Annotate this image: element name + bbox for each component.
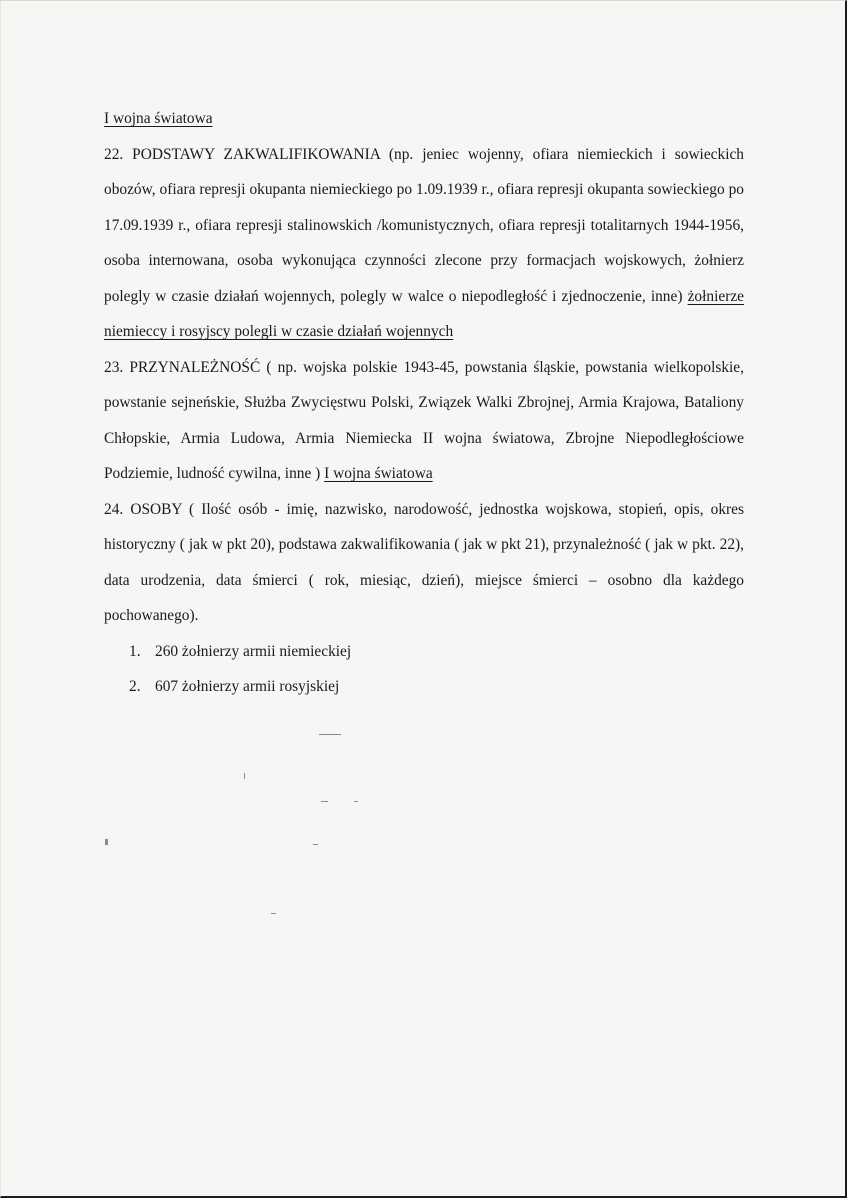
section-23-text: 23. PRZYNALEŻNOŚĆ ( np. wojska polskie 1943-45, powstania śląskie, powstania wielkopolskie, powstanie sejneńskie, Służba Zwycięstwu Polski, Związek Walki Zbrojnej, Armia Krajowa, Bataliony Chłopskie, Armia Ludowa, Armia Niemiecka II wojna światowa, Zbrojne Niepodległościowe Podziemie, ludność cywilna, inne )	[104, 358, 744, 482]
section-23-answer: I wojna światowa	[324, 465, 433, 482]
scan-speck	[321, 801, 328, 802]
scan-speck	[244, 773, 245, 779]
scan-speck	[271, 913, 276, 914]
section-24-text: 24. OSOBY ( Ilość osób - imię, nazwisko, narodowość, jednostka wojskowa, stopień, opis, okres historyczny ( jak w pkt 20), podstawa zakwalifikowania ( jak w pkt 21), przynależność ( jak w pkt. 22), data urodzenia, data śmierci ( rok, miesiąc, dzień), miejsce śmierci – osobno dla każdego pochowanego).	[104, 500, 744, 624]
scan-speck	[313, 844, 318, 845]
list-item	[129, 669, 744, 705]
section-heading: I wojna światowa	[104, 110, 213, 127]
list-item	[129, 634, 744, 670]
document-body	[104, 101, 744, 705]
scan-speck	[319, 734, 341, 735]
list-item-number: 2.	[129, 678, 141, 695]
list-item-text: 260 żołnierzy armii niemieckiej	[155, 642, 352, 660]
section-23	[104, 350, 744, 492]
section-22	[104, 137, 744, 350]
section-22-text: 22. PODSTAWY ZAKWALIFIKOWANIA (np. jeniec wojenny, ofiara niemieckich i sowieckich obozów, ofiara represji okupanta niemieckiego po 1.09.1939 r., ofiara represji okupanta sowieckiego po 17.09.1939 r., ofiara represji stalinowskich /komunistycznych, ofiara represji totalitarnych 1944-1956, osoba internowana, osoba wykonująca czynności zlecone przy formacjach wojskowych, żołnierz polegly w czasie działań wojennych, polegly w walce o niepodległość i zjednoczenie, inne)	[104, 145, 744, 305]
list-item-text: 607 żołnierzy armii rosyjskiej	[155, 678, 340, 695]
list-item-number: 1.	[129, 642, 141, 660]
scan-speck	[105, 839, 108, 845]
section-24	[104, 492, 744, 634]
section-22-answer: żołnierze niemieccy i rosyjscy polegli w czasie działań wojennych	[104, 287, 744, 340]
persons-list	[104, 634, 744, 705]
scan-speck	[354, 801, 358, 802]
